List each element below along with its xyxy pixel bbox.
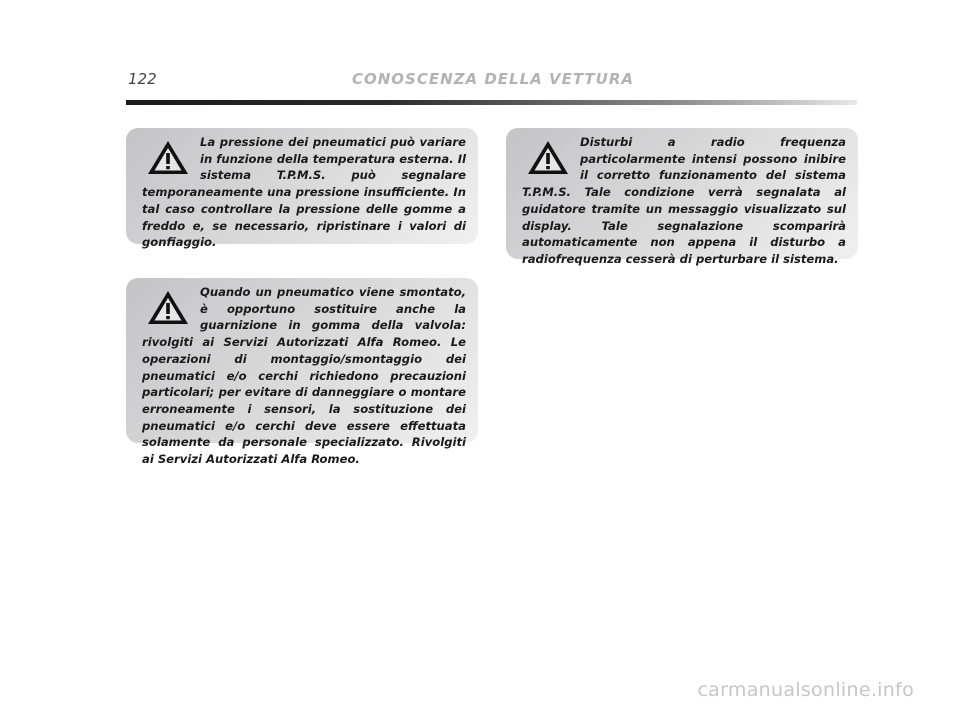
warning-text: La pressione dei pneumatici può variare in funzione della temperatura esterna. Il sistema T.P.M.S. può segnalare temporaneamente una pressione insufficiente. In tal caso controllare la pressione delle gomme a freddo e, se necessario, ripristinare i valori di gonfiaggio. — [142, 135, 466, 250]
header-rule — [126, 100, 857, 105]
warning-box-tire-removal — [126, 278, 478, 467]
warning-box-tire-pressure — [126, 128, 478, 250]
warning-triangle-icon — [526, 139, 570, 177]
watermark: carmanualsonline.info — [697, 679, 914, 701]
warning-box-radio-interference — [506, 128, 858, 266]
section-title: CONOSCENZA DELLA VETTURA — [351, 70, 635, 88]
warning-triangle-icon — [146, 289, 190, 327]
page-number: 122 — [128, 70, 157, 88]
warning-text: Quando un pneumatico viene smontato, è opportuno sostituire anche la guarnizione in gomma della valvola: rivolgiti ai Servizi Autorizzati Alfa Romeo. Le operazioni di montaggio/smontaggio dei pneumatici e/o cerchi richiedono precauzioni particolari; per evitare di danneggiare o montare erroneamente i sensori, la sostituzione dei pneumatici e/o cerchi deve essere effettuata solamente da personale specializzato. Rivolgiti ai Servizi Autorizzati Alfa Romeo. — [142, 285, 466, 467]
warning-triangle-icon — [146, 139, 190, 177]
warning-text: Disturbi a radio frequenza particolarmente intensi possono inibire il corretto funzionamento del sistema T.P.M.S. Tale condizione verrà segnalata al guidatore tramite un messaggio visualizzato sul display. Tale segnalazione scomparirà automaticamente non appena il disturbo a radiofrequenza cesserà di perturbare il sistema. — [522, 135, 846, 266]
